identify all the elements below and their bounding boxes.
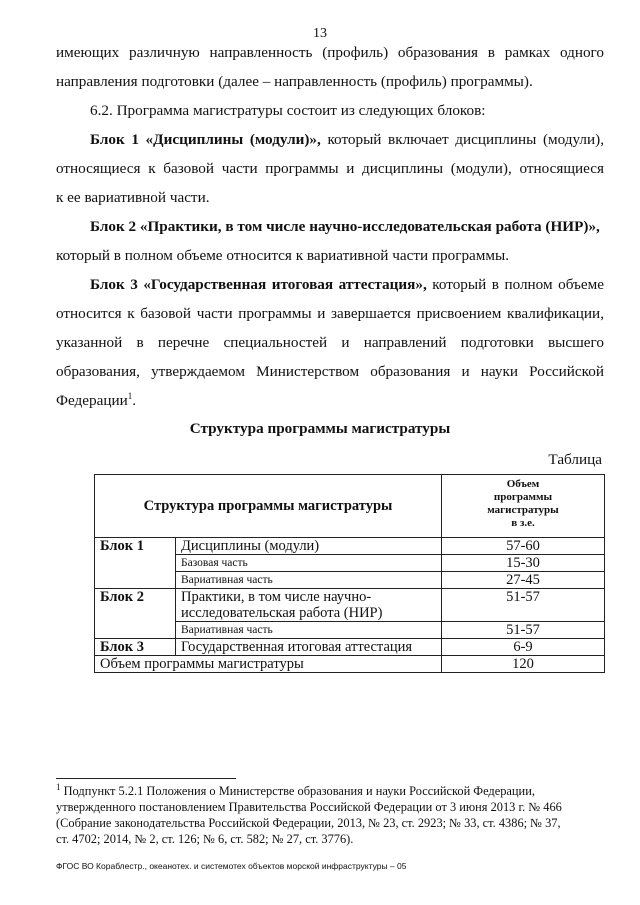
paragraph-line: имеющих различную направленность (профиль) образования в рамках одного <box>56 44 604 61</box>
name-cell: Вариативная часть <box>176 572 442 589</box>
header-right-line: в з.е. <box>511 517 535 529</box>
value-cell: 27-45 <box>442 572 605 589</box>
paragraph-line: 6.2. Программа магистратуры состоит из следующих блоков: <box>90 102 486 119</box>
value-cell: 6-9 <box>442 639 605 656</box>
header-right-line: Объем <box>506 478 540 490</box>
table-header-right <box>442 475 605 538</box>
paragraph-text: Федерации <box>56 392 128 409</box>
block-cell: Блок 2 <box>95 589 176 639</box>
value-cell: 51-57 <box>442 589 605 622</box>
footnote-mark: 1 <box>56 781 61 792</box>
table-header-row <box>95 475 605 538</box>
value-cell: 57-60 <box>442 538 605 555</box>
name-cell: Вариативная часть <box>176 622 442 639</box>
block3-line <box>90 276 604 294</box>
footnote-line <box>56 781 604 800</box>
paragraph-line: образования, утверждаемом Министерством образования и науки Российской <box>56 363 604 380</box>
header-right-line: программы <box>493 491 553 503</box>
paragraph-line: указанной в перечне специальностей и направлений подготовки высшего <box>56 334 604 351</box>
name-cell: Государственная итоговая аттестация <box>176 639 442 656</box>
value-cell: 15-30 <box>442 555 605 572</box>
block1-line <box>90 131 604 149</box>
block1-text: который включает дисциплины (модули), <box>327 131 604 148</box>
paragraph-line: относящиеся к базовой части программы и дисциплины (модули), относящиеся <box>56 160 604 177</box>
footnote-line: утвержденного постановлением Правительства Российской Федерации от 3 июня 2013 г. № 466 <box>56 800 562 814</box>
program-structure-table <box>94 474 605 673</box>
block-cell: Блок 1 <box>95 538 176 589</box>
table-row <box>95 538 605 555</box>
block2-title <box>90 218 604 236</box>
paragraph-line: который в полном объеме относится к вариативной части программы. <box>56 247 510 264</box>
footnote-divider <box>56 778 236 779</box>
paragraph-line: направления подготовки (далее – направленность (профиль) программы). <box>56 73 533 90</box>
paragraph-line <box>56 392 604 410</box>
block3-title: Блок 3 «Государственная итоговая аттестация», <box>90 276 427 293</box>
paragraph-line: относится к базовой части программы и завершается присвоением квалификации, <box>56 305 604 322</box>
block1-title: Блок 1 «Дисциплины (модули)», <box>90 131 321 148</box>
page-footer: ФГОС ВО Кораблестр., океанотех. и системотех объектов морской инфраструктуры – 05 <box>56 861 407 871</box>
block3-text: который в полном объеме <box>432 276 605 293</box>
total-label-cell: Объем программы магистратуры <box>95 656 442 673</box>
period: . <box>132 392 137 409</box>
name-line: Практики, в том числе научно- <box>181 589 372 605</box>
table-row <box>95 589 605 622</box>
table-total-row <box>95 656 605 673</box>
total-value-cell: 120 <box>442 656 605 673</box>
name-cell: Дисциплины (модули) <box>176 538 442 555</box>
paragraph-line: к ее вариативной части. <box>56 189 210 206</box>
name-cell: Базовая часть <box>176 555 442 572</box>
footnote-ref[interactable]: 1 <box>127 390 133 401</box>
block2-title-text: Блок 2 «Практики, в том числе научно-исследовательская работа (НИР)», <box>90 218 600 235</box>
table-label: Таблица <box>548 451 602 468</box>
table-header-left: Структура программы магистратуры <box>95 475 442 538</box>
header-right-line: магистратуры <box>487 504 559 516</box>
section-title: Структура программы магистратуры <box>189 420 451 437</box>
footnote-text: Подпункт 5.2.1 Положения о Министерстве образования и науки Российской Федерации, <box>63 784 535 798</box>
name-cell <box>176 589 442 622</box>
table-row <box>95 639 605 656</box>
footnote-line: (Собрание законодательства Российской Федерации, 2013, № 23, ст. 2923; № 33, ст. 4386; № 37, <box>56 816 561 830</box>
value-cell: 51-57 <box>442 622 605 639</box>
name-line: исследовательская работа (НИР) <box>181 605 383 621</box>
block-cell: Блок 3 <box>95 639 176 656</box>
footnote-line: ст. 4702; 2014, № 2, ст. 126; № 6, ст. 582; № 27, ст. 3776). <box>56 832 354 846</box>
page-number: 13 <box>313 26 327 41</box>
